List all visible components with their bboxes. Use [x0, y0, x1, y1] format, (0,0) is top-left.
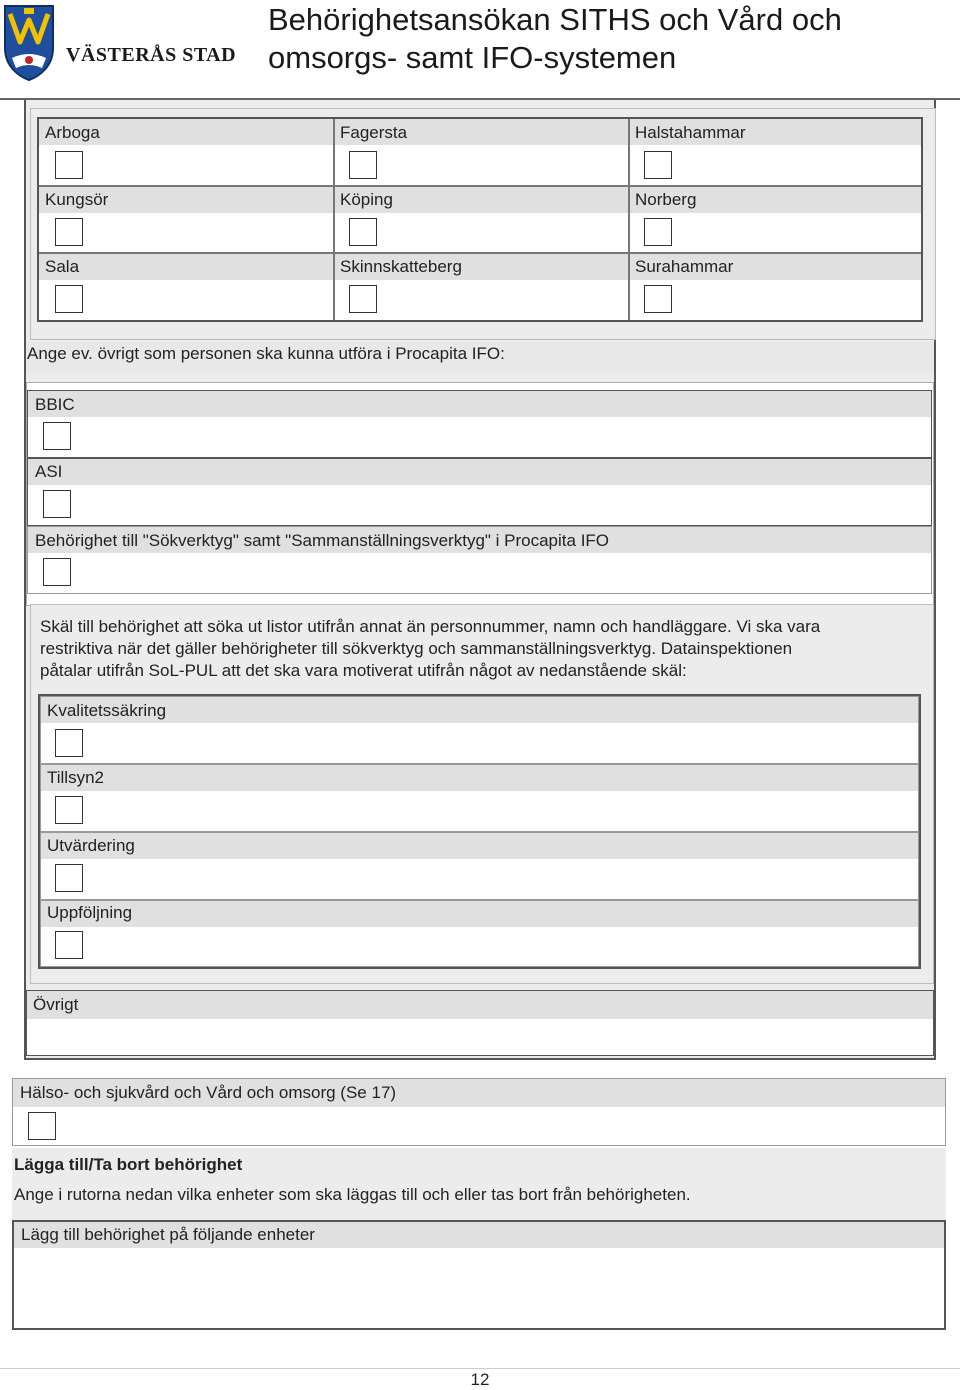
uppfoljning-band [41, 901, 918, 927]
checkbox-uppfoljning[interactable] [55, 931, 83, 959]
grid-row-band [39, 119, 921, 145]
asi-label: ASI [35, 462, 63, 481]
sokverktyg-label: Behörighet till "Sökverktyg" samt "Sammanställningsverktyg" i Procapita IFO [35, 531, 610, 550]
checkbox-norberg[interactable] [644, 218, 672, 246]
utvardering-label: Utvärdering [47, 836, 135, 855]
asi-band [28, 459, 931, 485]
reason-text-line3: påtalar utifrån SoL-PUL att det ska vara motiverat utifrån något av nedanstående skäl: [40, 661, 687, 680]
add-remove-heading: Lägga till/Ta bort behörighet [14, 1155, 243, 1174]
municipality-label: Kungsör [45, 190, 109, 209]
footer-divider [0, 1368, 960, 1369]
org-name: VÄSTERÅS STAD [66, 44, 237, 66]
checkbox-tillsyn[interactable] [55, 796, 83, 824]
page-title-line2: omsorgs- samt IFO-systemen [268, 40, 677, 75]
checkbox-utvardering[interactable] [55, 864, 83, 892]
utvardering-band [41, 833, 918, 859]
add-units-label: Lägg till behörighet på följande enheter [21, 1225, 315, 1244]
page-number: 12 [470, 1370, 490, 1389]
grid-column-divider [333, 119, 335, 320]
checkbox-sokverktyg[interactable] [43, 558, 71, 586]
procapita-heading: Ange ev. övrigt som personen ska kunna utföra i Procapita IFO: [27, 344, 505, 363]
checkbox-asi[interactable] [43, 490, 71, 518]
ovrigt-label: Övrigt [33, 995, 79, 1014]
tillsyn-band [41, 765, 918, 791]
municipality-label: Fagersta [340, 123, 408, 142]
municipality-label: Halstahammar [635, 123, 746, 142]
municipality-grid [37, 117, 923, 322]
ovrigt-band [27, 991, 933, 1019]
reason-text-line1: Skäl till behörighet att söka ut listor utifrån annat än personnummer, namn och handläggare. Vi ska vara [40, 617, 821, 636]
checkbox-arboga[interactable] [55, 151, 83, 179]
coat-of-arms-icon [2, 2, 56, 82]
bbic-band [28, 391, 931, 417]
grid-row-band [39, 254, 921, 280]
checkbox-kvalitetssakring[interactable] [55, 729, 83, 757]
checkbox-koping[interactable] [349, 218, 377, 246]
checkbox-health[interactable] [28, 1112, 56, 1140]
bbic-label: BBIC [35, 395, 75, 414]
checkbox-surahammar[interactable] [644, 285, 672, 313]
reason-text-line2: restriktiva när det gäller behörigheter till sökverktyg och sammanställningsverktyg. Datainspektionen [40, 639, 793, 658]
municipality-label: Sala [45, 257, 80, 276]
municipality-label: Köping [340, 190, 393, 209]
checkbox-bbic[interactable] [43, 422, 71, 450]
uppfoljning-label: Uppföljning [47, 903, 133, 922]
municipality-label: Arboga [45, 123, 100, 142]
municipality-label: Skinnskatteberg [340, 257, 462, 276]
checkbox-skinnskatteberg[interactable] [349, 285, 377, 313]
kvalitet-label: Kvalitetssäkring [47, 701, 167, 720]
add-remove-instruction: Ange i rutorna nedan vilka enheter som ska läggas till och eller tas bort från behörigheten. [14, 1185, 691, 1204]
checkbox-sala[interactable] [55, 285, 83, 313]
checkbox-halstahammar[interactable] [644, 151, 672, 179]
municipality-label: Norberg [635, 190, 697, 209]
checkbox-fagersta[interactable] [349, 151, 377, 179]
checkbox-kungsor[interactable] [55, 218, 83, 246]
grid-row-band [39, 187, 921, 213]
health-label: Hälso- och sjukvård och Vård och omsorg (Se 17) [20, 1083, 397, 1102]
logo [2, 2, 56, 82]
tillsyn-label: Tillsyn2 [47, 768, 104, 787]
municipality-label: Surahammar [635, 257, 734, 276]
page-title-line1: Behörighetsansökan SITHS och Vård och [268, 2, 842, 37]
grid-column-divider [628, 119, 630, 320]
kvalitet-band [41, 697, 918, 723]
